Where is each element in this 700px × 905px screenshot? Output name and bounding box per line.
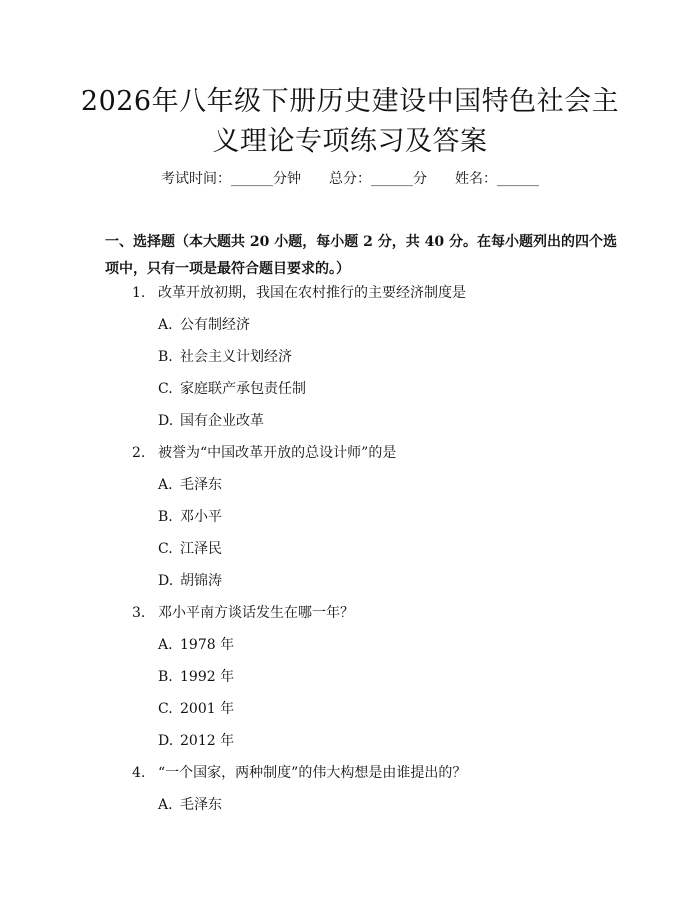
exam-score-field: 总分：______分: [329, 171, 427, 187]
question-1-option-a: [158, 315, 250, 335]
exam-name-field: 姓名：______: [455, 171, 539, 187]
question-3-option-c: [158, 699, 234, 719]
question-number: 2.: [132, 445, 146, 461]
option-text: 1992 年: [180, 669, 235, 685]
question-2-option-c: [158, 539, 222, 559]
question-number: 1.: [132, 285, 146, 301]
option-text: 江泽民: [180, 541, 222, 557]
option-letter: A.: [158, 637, 173, 653]
question-2-option-d: [158, 571, 222, 591]
section-heading-line-1: 一、选择题（本大题共 20 小题，每小题 2 分，共 40 分。在每小题列出的四个选: [105, 234, 617, 250]
question-3: [132, 603, 354, 623]
question-4: [132, 763, 466, 783]
question-4-option-a: [158, 795, 222, 815]
option-text: 2012 年: [180, 733, 235, 749]
option-text: 毛泽东: [180, 797, 222, 813]
option-letter: C.: [158, 541, 173, 557]
question-3-option-d: [158, 731, 234, 751]
question-1: [132, 283, 466, 303]
option-letter: B.: [158, 509, 173, 525]
option-text: 公有制经济: [180, 317, 250, 333]
option-text: 社会主义计划经济: [180, 349, 292, 365]
question-3-option-a: [158, 635, 234, 655]
exam-title-line-2: 义理论专项练习及答案: [212, 126, 488, 157]
option-text: 2001 年: [180, 701, 235, 717]
option-text: 毛泽东: [180, 477, 222, 493]
option-letter: B.: [158, 349, 173, 365]
question-number: 3.: [132, 605, 146, 621]
option-letter: A.: [158, 477, 173, 493]
option-letter: C.: [158, 381, 173, 397]
question-2-option-b: [158, 507, 222, 527]
exam-time-field: 考试时间：______分钟: [161, 171, 301, 187]
question-3-option-b: [158, 667, 234, 687]
option-text: 邓小平: [180, 509, 222, 525]
exam-meta: [0, 168, 700, 188]
question-number: 4.: [132, 765, 146, 781]
option-letter: D.: [158, 573, 174, 589]
question-text: “一个国家，两种制度”的伟大构想是由谁提出的？: [158, 765, 467, 781]
section-heading-line-2: 项中，只有一项是最符合题目要求的。）: [105, 261, 350, 277]
option-text: 胡锦涛: [180, 573, 222, 589]
option-letter: D.: [158, 413, 174, 429]
question-text: 邓小平南方谈话发生在哪一年？: [158, 605, 354, 621]
question-1-option-c: [158, 379, 306, 399]
option-text: 国有企业改革: [180, 413, 264, 429]
question-1-option-d: [158, 411, 264, 431]
question-text: 被誉为“中国改革开放的总设计师”的是: [158, 445, 397, 461]
option-letter: C.: [158, 701, 173, 717]
option-letter: B.: [158, 669, 173, 685]
option-letter: D.: [158, 733, 174, 749]
question-1-option-b: [158, 347, 292, 367]
option-letter: A.: [158, 317, 173, 333]
exam-title-line-1: 2026年八年级下册历史建设中国特色社会主: [80, 86, 620, 117]
question-2: [132, 443, 396, 463]
option-text: 1978 年: [180, 637, 235, 653]
question-text: 改革开放初期，我国在农村推行的主要经济制度是: [158, 285, 466, 301]
option-letter: A.: [158, 797, 173, 813]
question-2-option-a: [158, 475, 222, 495]
option-text: 家庭联产承包责任制: [180, 381, 306, 397]
